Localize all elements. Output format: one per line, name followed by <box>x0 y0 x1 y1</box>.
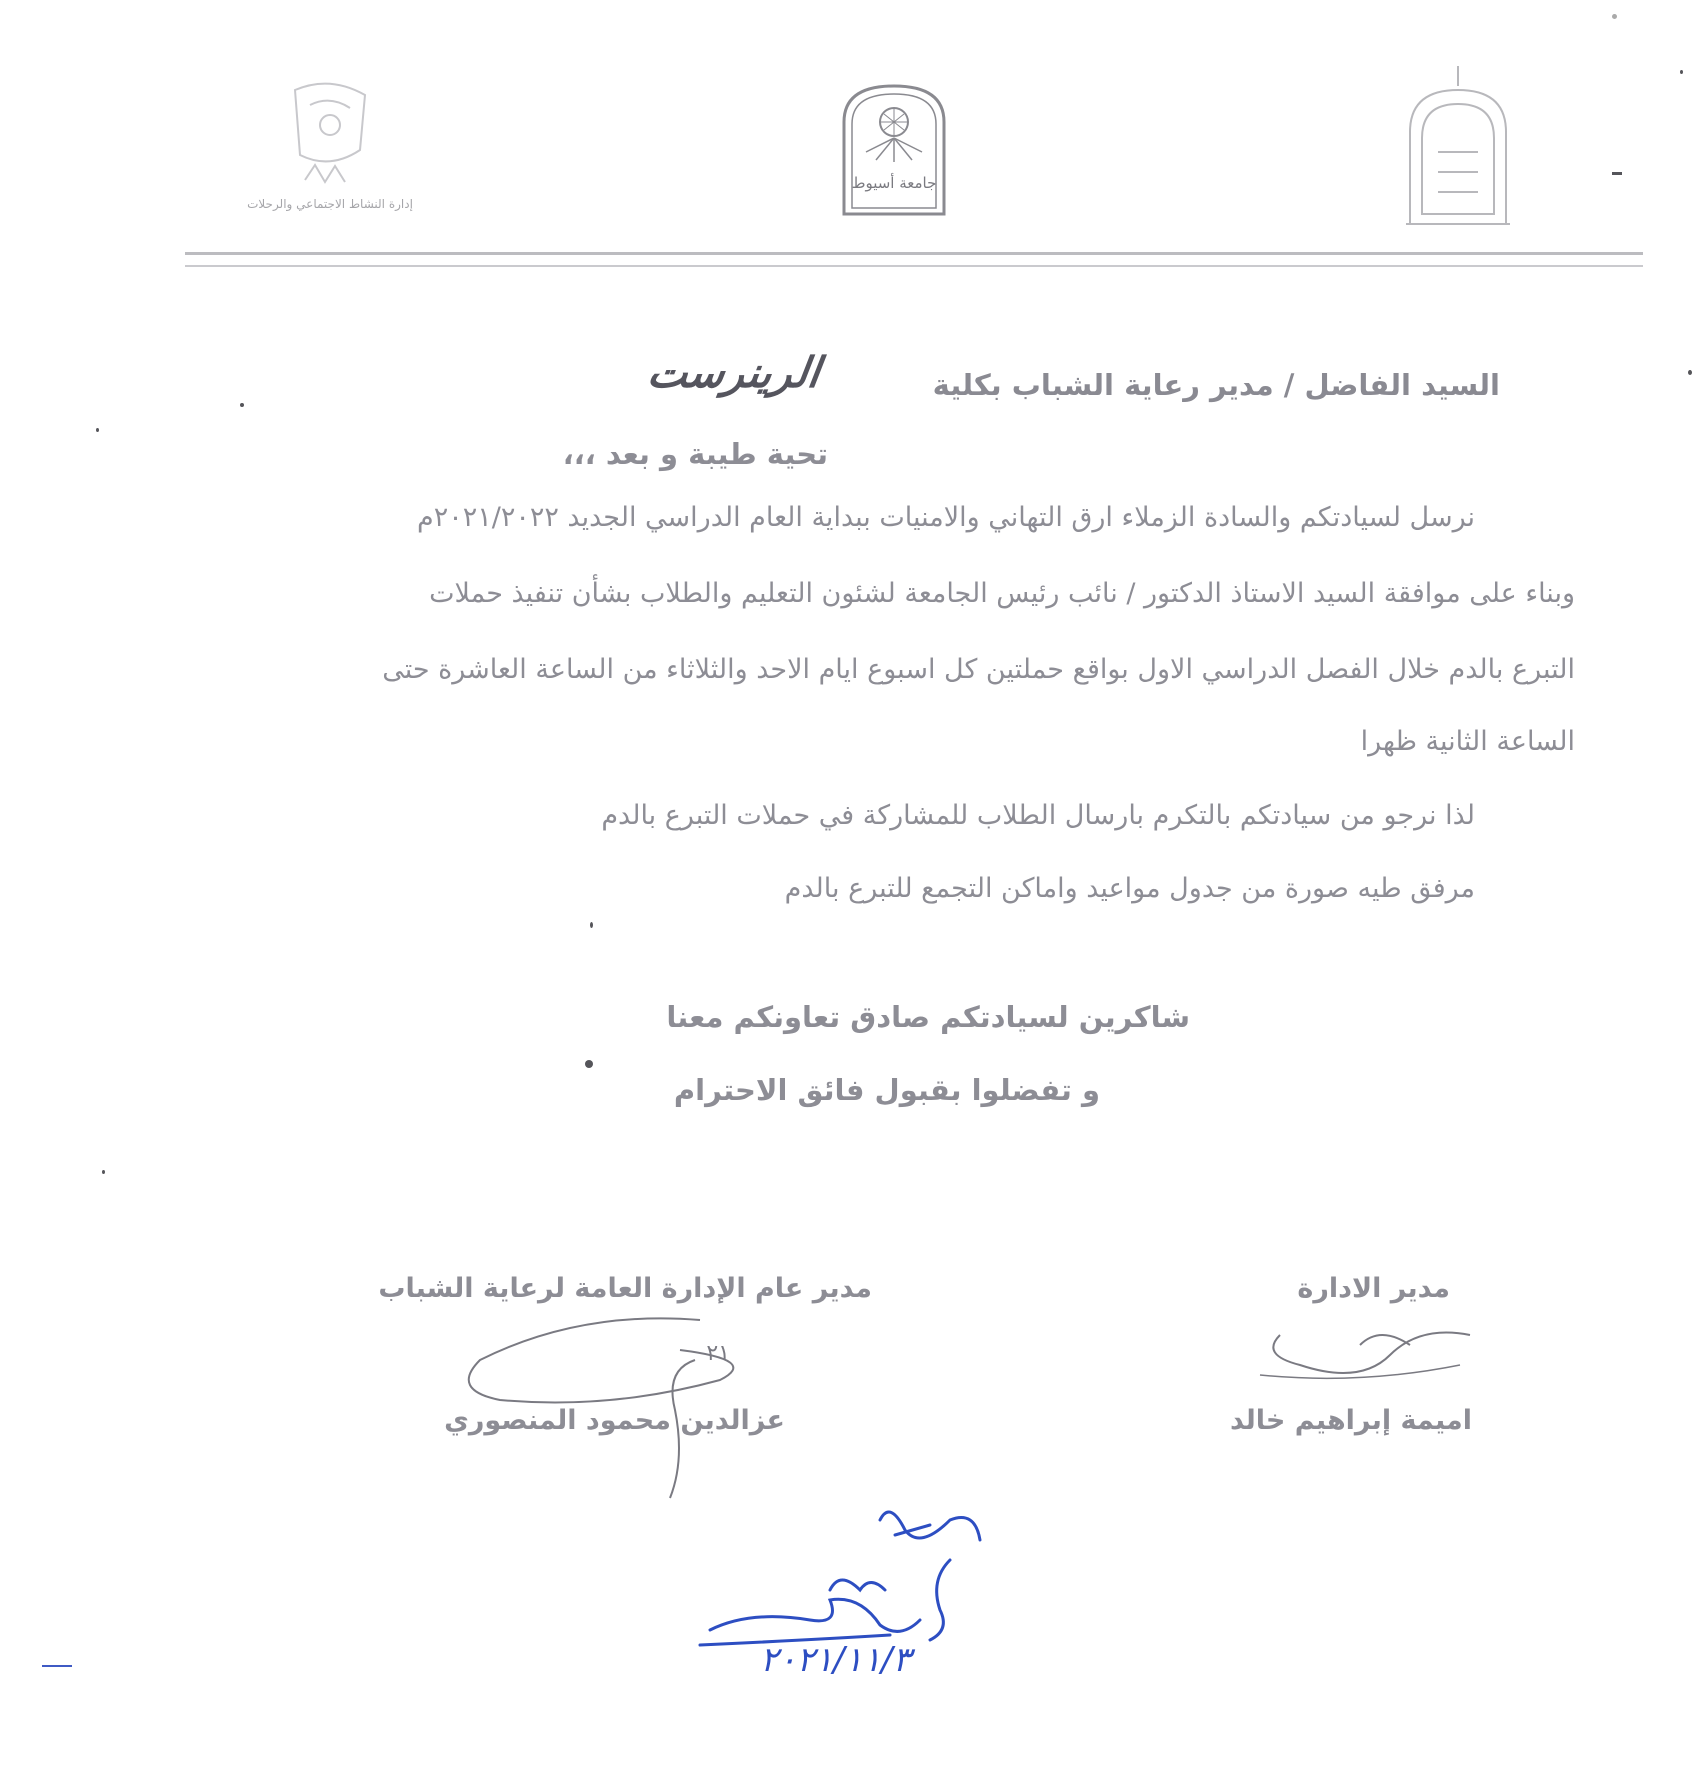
body-line-2: وبناء على موافقة السيد الاستاذ الدكتور / نائب رئيس الجامعة لشئون التعليم والطلاب بشأن تنفيذ حملات <box>429 578 1575 609</box>
handwritten-date: ٢٠٢١/١١/٣ <box>760 1640 911 1680</box>
left-signatory-title: مدير عام الإدارة العامة لرعاية الشباب <box>378 1273 872 1304</box>
body-line-1: نرسل لسيادتكم والسادة الزملاء ارق التهاني والامنيات ببداية العام الدراسي الجديد ٢٠٢١/٢٠٢٢م <box>417 502 1475 533</box>
body-line-3: التبرع بالدم خلال الفصل الدراسي الاول بواقع حملتين كل اسبوع ايام الاحد والثلاثاء من الساعة العاشرة حتى <box>382 654 1575 685</box>
svg-text:٢١: ٢١ <box>706 1341 730 1366</box>
scan-speck <box>590 922 593 928</box>
scan-speck <box>1612 14 1617 19</box>
salutation: السيد الفاضل / مدير رعاية الشباب بكلية <box>932 368 1500 402</box>
scan-speck <box>585 1060 593 1068</box>
header-divider <box>185 252 1643 267</box>
scan-speck <box>1612 172 1622 175</box>
greeting: تحية طيبة و بعد ،،، <box>562 437 828 471</box>
faculty-emblem-logo <box>1398 62 1518 230</box>
left-signature-scribble <box>460 1300 780 1500</box>
svg-text:جامعة أسيوط: جامعة أسيوط <box>851 174 937 192</box>
right-signatory-title: مدير الادارة <box>1297 1273 1450 1304</box>
body-line-4: الساعة الثانية ظهرا <box>1360 726 1575 757</box>
body-line-5: لذا نرجو من سيادتكم بالتكرم بارسال الطلاب للمشاركة في حملات التبرع بالدم <box>601 800 1475 831</box>
right-signatory-name: اميمة إبراهيم خالد <box>1230 1405 1472 1436</box>
left-logo-caption: إدارة النشاط الاجتماعي والرحلات <box>247 197 413 211</box>
scan-speck <box>1680 70 1683 74</box>
college-name-handwritten: الرينرست <box>644 348 824 397</box>
thanks-line: شاكرين لسيادتكم صادق تعاونكم معنا <box>666 1000 1190 1034</box>
body-line-6: مرفق طيه صورة من جدول مواعيد واماكن التجمع للتبرع بالدم <box>784 873 1475 904</box>
scan-mark <box>42 1665 72 1667</box>
scan-speck <box>1688 370 1692 375</box>
assiut-university-logo <box>838 82 950 220</box>
closing-line: و تفضلوا بقبول فائق الاحترام <box>673 1073 1100 1107</box>
scan-speck <box>102 1170 105 1174</box>
left-signatory-name: عزالدين محمود المنصوري <box>444 1405 785 1436</box>
right-signature-scribble <box>1240 1315 1490 1405</box>
scan-speck <box>96 428 99 432</box>
scan-speck <box>240 403 244 407</box>
